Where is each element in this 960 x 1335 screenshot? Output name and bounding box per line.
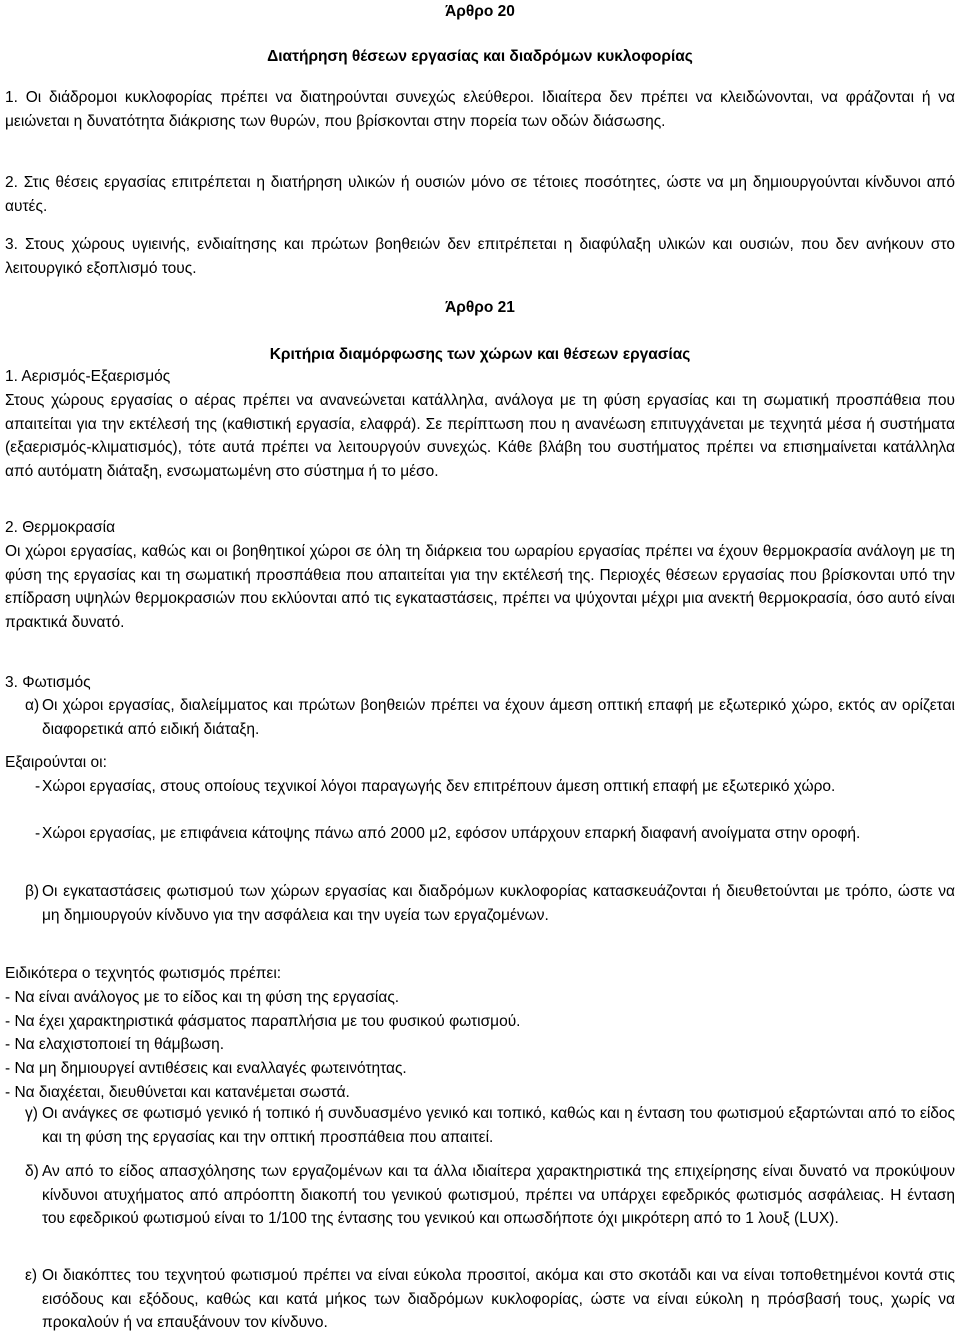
- article-20-heading: Άρθρο 20: [445, 3, 515, 20]
- lighting-item-c-text: Οι ανάγκες σε φωτισμό γενικό ή τοπικό ή συνδυασμένο γενικό και τοπικό, καθώς και η ένταση του φωτισμού εξαρτώνται από το είδος και τη φύση της εργασίας και την οπτική προσπάθεια που απαιτεί.: [42, 1105, 955, 1146]
- lighting-item-e-label: ε): [25, 1267, 38, 1284]
- lighting-item-d-label: δ): [25, 1163, 39, 1180]
- lighting-item-a-text: Οι χώροι εργασίας, διαλείμματος και πρώτων βοηθειών πρέπει να έχουν άμεση οπτική επαφή με εξωτερικό χώρο, εκτός αν ορίζεται διαφορετικά από ειδική διάταξη.: [42, 697, 955, 738]
- artificial-lighting-heading: Ειδικότερα ο τεχνητός φωτισμός πρέπει:: [5, 965, 282, 982]
- temperature-heading: 2. Θερμοκρασία: [5, 519, 116, 536]
- exemption-item-1-dash: -: [35, 778, 41, 795]
- exemption-item-2: [35, 822, 955, 846]
- ventilation-heading: 1. Αερισμός-Εξαερισμός: [5, 368, 171, 385]
- lighting-item-b: [5, 880, 955, 927]
- lighting-item-c: [5, 1102, 955, 1149]
- lighting-heading: 3. Φωτισμός: [5, 674, 91, 691]
- list-item: - Να έχει χαρακτηριστικά φάσματος παραπλήσια με του φυσικού φωτισμού.: [5, 1012, 521, 1030]
- lighting-item-a-label: α): [25, 697, 40, 714]
- article-20-paragraph-3: 3. Στους χώρους υγιεινής, ενδιαίτησης και πρώτων βοηθειών δεν επιτρέπεται η διαφύλαξη υλικών και ουσιών, που δεν ανήκουν στο λειτουργικό εξοπλισμό τους.: [5, 236, 955, 277]
- list-item: - Να διαχέεται, διευθύνεται και κατανέμεται σωστά.: [5, 1083, 350, 1101]
- list-item: - Να είναι ανάλογος με το είδος και τη φύση της εργασίας.: [5, 989, 400, 1006]
- lighting-item-e: [5, 1264, 955, 1335]
- article-21-heading: Άρθρο 21: [445, 299, 515, 316]
- exemption-item-2-dash: -: [35, 825, 41, 842]
- article-21-title: Κριτήρια διαμόρφωσης των χώρων και θέσεων εργασίας: [269, 346, 691, 363]
- article-20-paragraph-1: 1. Οι διάδρομοι κυκλοφορίας πρέπει να διατηρούνται συνεχώς ελεύθεροι. Ιδιαίτερα δεν πρέπει να κλειδώνονται, να φράζονται ή να μειώνεται η δυνατότητα διάκρισης των θυρών, που βρίσκονται στην πορεία των οδών διάσωσης.: [5, 89, 955, 130]
- artificial-lighting-list: [5, 986, 955, 1104]
- article-20-paragraph-2: 2. Στις θέσεις εργασίας επιτρέπεται η διατήρηση υλικών ή ουσιών μόνο σε τέτοιες ποσότητες, ώστε να μη δημιουργούνται κίνδυνοι από αυτές.: [5, 174, 955, 215]
- exemption-item-1-text: Χώροι εργασίας, στους οποίους τεχνικοί λόγοι παραγωγής δεν επιτρέπουν άμεση οπτική επαφή με εξωτερικό χώρο.: [42, 778, 836, 795]
- exemption-item-2-text: Χώροι εργασίας, με επιφάνεια κάτοψης πάνω από 2000 μ2, εφόσον υπάρχουν επαρκή διαφανή ανοίγματα στην οροφή.: [42, 825, 861, 842]
- lighting-item-d: [5, 1160, 955, 1231]
- list-item: - Να μη δημιουργεί αντιθέσεις και εναλλαγές φωτεινότητας.: [5, 1060, 407, 1078]
- lighting-item-e-text: Οι διακόπτες του τεχνητού φωτισμού πρέπει να είναι εύκολα προσιτοί, ακόμα και στο σκοτάδι και να είναι τοποθετημένοι κοντά στις εισόδους και εξόδους, καθώς και κατά μήκος των διαδρόμων κυκλοφορίας, ώστε να είναι εύκολη η πρόσβασή τους, χωρίς να προκαλούν ή να επαυξάνουν τον κίνδυνο.: [42, 1267, 955, 1331]
- exemption-item-1: [35, 775, 955, 799]
- lighting-item-b-label: β): [25, 883, 40, 900]
- lighting-item-d-text: Αν από το είδος απασχόλησης των εργαζομένων και τα άλλα ιδιαίτερα χαρακτηριστικά της επιχείρησης είναι δυνατό να προκύψουν κίνδυνοι ατυχήματος από απρόοπτη διακοπή του γενικού φωτισμού, πρέπει να υπάρχει εφεδρικός φωτισμός ασφάλειας. Η ένταση του εφεδρικού φωτισμού είναι το 1/100 της έντασης του γενικού και οπωσδήποτε όχι μικρότερη από το 1 λουξ (LUX).: [42, 1163, 955, 1227]
- lighting-item-b-text: Οι εγκαταστάσεις φωτισμού των χώρων εργασίας και διαδρόμων κυκλοφορίας κατασκευάζονται ή διευθετούνται με τρόπο, ώστε να μη δημιουργούν κίνδυνο για την ασφάλεια και την υγεία των εργαζομένων.: [42, 883, 955, 924]
- temperature-paragraph: Οι χώροι εργασίας, καθώς και οι βοηθητικοί χώροι σε όλη τη διάρκεια του ωραρίου εργασίας πρέπει να έχουν θερμοκρασία ανάλογη με τη φύση της εργασίας και τη σωματική προσπάθεια που απαιτείται για την εκτέλεσή της. Περιοχές θέσεων εργασίας που βρίσκονται υπό την επίδραση υψηλών θερμοκρασιών που εκλύονται από τις εγκαταστάσεις, πρέπει να ψύχονται μέχρι μια ανεκτή θερμοκρασία, όσο αυτό είναι πρακτικά δυνατό.: [5, 543, 955, 631]
- lighting-item-c-label: γ): [25, 1105, 38, 1122]
- ventilation-paragraph: Στους χώρους εργασίας ο αέρας πρέπει να ανανεώνεται κατάλληλα, ανάλογα με τη φύση εργασίας και τη σωματική προσπάθεια που απαιτείται για την εκτέλεσή της (καθιστική εργασία, ελαφρά). Σε περίπτωση που η ανανέωση επιτυγχάνεται με τεχνητά μέσα ή συστήματα (εξαερισμός-κλιματισμός), τότε αυτά πρέπει να λειτουργούν συνεχώς. Κάθε βλάβη του συστήματος πρέπει να επισημαίνεται κατάλληλα από αυτόματη διάταξη, ενσωματωμένη στο σύστημα ή το μέσο.: [5, 392, 955, 480]
- exemptions-heading: Εξαιρούνται οι:: [5, 754, 107, 771]
- lighting-item-a: [5, 694, 955, 741]
- list-item: - Να ελαχιστοποιεί τη θάμβωση.: [5, 1036, 225, 1054]
- article-20-title: Διατήρηση θέσεων εργασίας και διαδρόμων κυκλοφορίας: [267, 48, 693, 65]
